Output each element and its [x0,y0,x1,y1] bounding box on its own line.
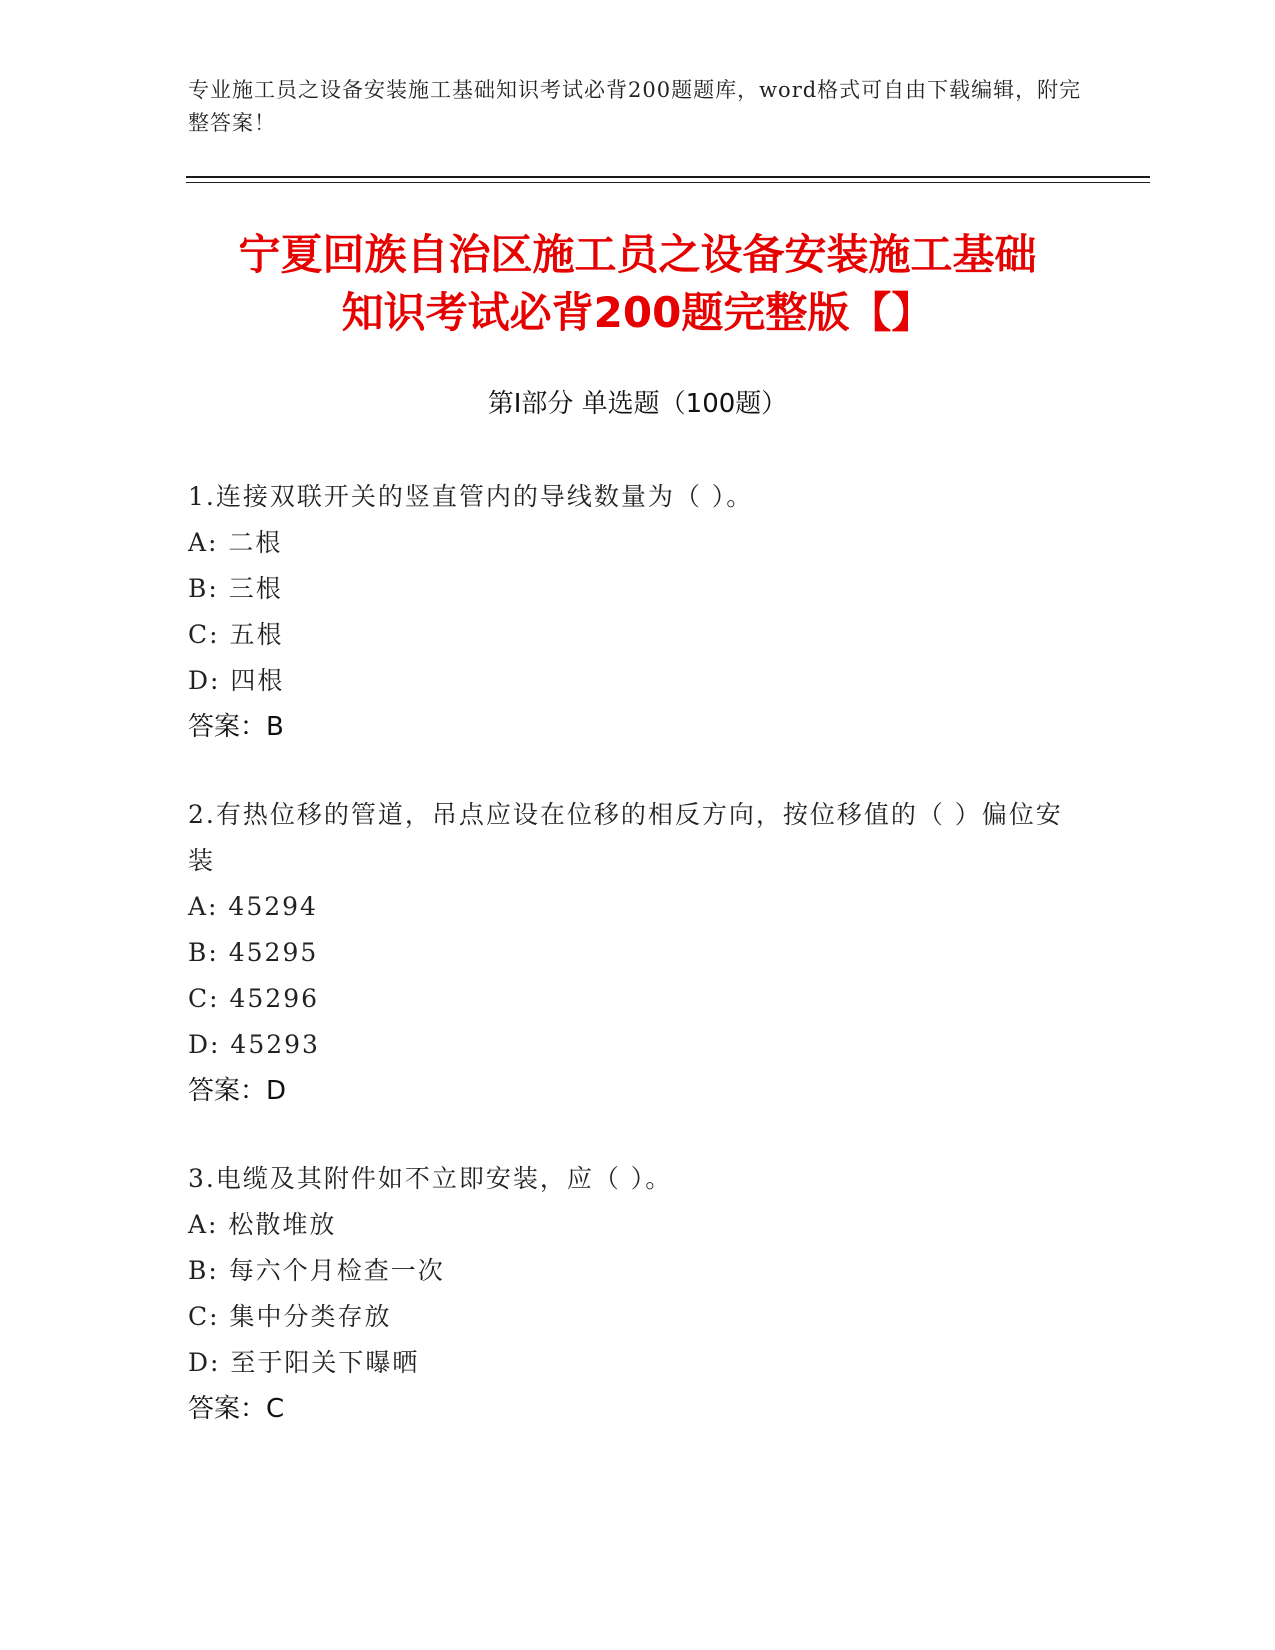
document-title [150,226,1125,342]
question-option-a: A: 松散堆放 [188,1210,337,1239]
question-option-a: A: 45294 [188,892,318,921]
question-list [188,474,1088,1474]
question-option-c: C: 45296 [188,984,320,1013]
question-item [188,1156,1088,1432]
document-title-line-2: 知识考试必背200题完整版【】 [341,288,934,337]
question-answer: 答案：C [188,1394,285,1424]
question-option-a: A: 二根 [188,528,283,557]
question-option-d: D: 四根 [188,666,285,695]
header-divider-thick [186,176,1150,178]
header-note: 专业施工员之设备安装施工基础知识考试必背200题题库，word格式可自由下载编辑，附完整答案！ [188,78,1082,135]
question-stem: 1.连接双联开关的竖直管内的导线数量为（ ）。 [188,482,754,511]
question-stem: 2.有热位移的管道，吊点应设在位移的相反方向，按位移值的（ ）偏位安装 [188,800,1063,875]
question-item [188,792,1088,1114]
question-answer: 答案：D [188,1076,287,1106]
question-option-c: C: 集中分类存放 [188,1302,392,1331]
question-option-b: B: 45295 [188,938,319,967]
question-item [188,474,1088,750]
section-title: 第I部分 单选题（100题） [487,389,788,419]
question-option-b: B: 每六个月检查一次 [188,1256,445,1285]
question-answer: 答案：B [188,712,284,742]
document-title-line-1: 宁夏回族自治区施工员之设备安装施工基础 [238,230,1037,279]
question-option-d: D: 至于阳关下曝晒 [188,1348,420,1377]
question-option-b: B: 三根 [188,574,283,603]
question-option-c: C: 五根 [188,620,284,649]
header-divider-thin [186,182,1150,183]
question-stem: 3.电缆及其附件如不立即安装，应（ ）。 [188,1164,673,1193]
question-option-d: D: 45293 [188,1030,320,1059]
